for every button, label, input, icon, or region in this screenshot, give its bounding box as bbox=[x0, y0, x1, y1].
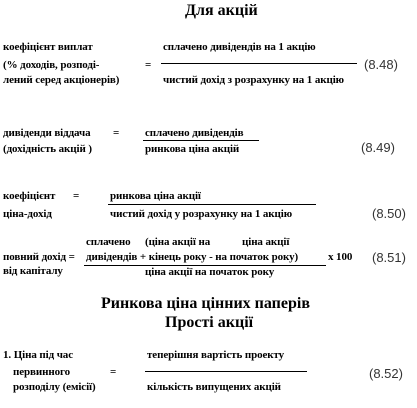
formula-denominator: ціна акції на початок року bbox=[145, 266, 275, 278]
equation-number: (8.51) bbox=[372, 250, 406, 265]
formula-label: (% доходів, розподі- bbox=[3, 59, 100, 71]
equation-number: (8.52) bbox=[369, 366, 403, 381]
equation-number: (8.50) bbox=[372, 206, 406, 221]
formula-numerator-part: ціна акції bbox=[242, 236, 290, 248]
formula-numerator-part: (ціна акції на bbox=[145, 236, 211, 248]
fraction-bar bbox=[145, 371, 307, 372]
formula-numerator: ринкова ціна акції bbox=[110, 190, 201, 202]
equation-number: (8.48) bbox=[364, 57, 398, 72]
equals-sign: = bbox=[145, 59, 152, 71]
formula-label: дивіденди віддача bbox=[3, 127, 91, 139]
formula-label: від капіталу bbox=[3, 265, 63, 277]
formula-label: коефіцієнт bbox=[3, 190, 56, 202]
fraction-bar bbox=[161, 63, 357, 64]
formula-label: лений серед акціонерів) bbox=[3, 74, 120, 86]
formula-label: коефіцієнт виплат bbox=[3, 41, 93, 53]
formula-numerator: сплачено дивідендів bbox=[145, 127, 244, 139]
formula-denominator: чистий дохід з розрахунку на 1 акцію bbox=[163, 74, 344, 86]
formula-denominator: чистий дохід у розрахунку на 1 акцію bbox=[110, 208, 293, 220]
formula-label: ціна-дохід bbox=[3, 208, 52, 220]
fraction-bar bbox=[108, 204, 316, 205]
formula-numerator: дивідендів + кінець року - на початок року) bbox=[86, 251, 299, 263]
formula-label: (дохідність акцій ) bbox=[3, 143, 92, 155]
formula-numerator: теперішня вартість проекту bbox=[147, 349, 285, 361]
heading-shares: Для акцій bbox=[185, 2, 258, 19]
heading-common-shares: Прості акції bbox=[165, 314, 254, 331]
formula-numerator-part: сплачено bbox=[86, 236, 131, 248]
formula-label: 1. Ціна під час bbox=[3, 349, 73, 361]
formula-denominator: кількість випущених акцій bbox=[147, 381, 281, 393]
formula-label: повний дохід = bbox=[3, 251, 75, 263]
formula-numerator: сплачено дивідендів на 1 акцію bbox=[163, 41, 316, 53]
fraction-bar bbox=[143, 140, 259, 141]
equals-sign: = bbox=[110, 366, 117, 378]
heading-market-price: Ринкова ціна цінних паперів bbox=[101, 295, 310, 312]
formula-label: первинного bbox=[13, 366, 71, 378]
equals-sign: = bbox=[73, 190, 80, 202]
equals-sign: = bbox=[113, 127, 120, 139]
formula-label: розподілу (емісії) bbox=[13, 381, 96, 393]
equation-number: (8.49) bbox=[361, 140, 395, 155]
formula-denominator: ринкова ціна акцій bbox=[145, 143, 240, 155]
multiplier: x 100 bbox=[328, 251, 353, 263]
